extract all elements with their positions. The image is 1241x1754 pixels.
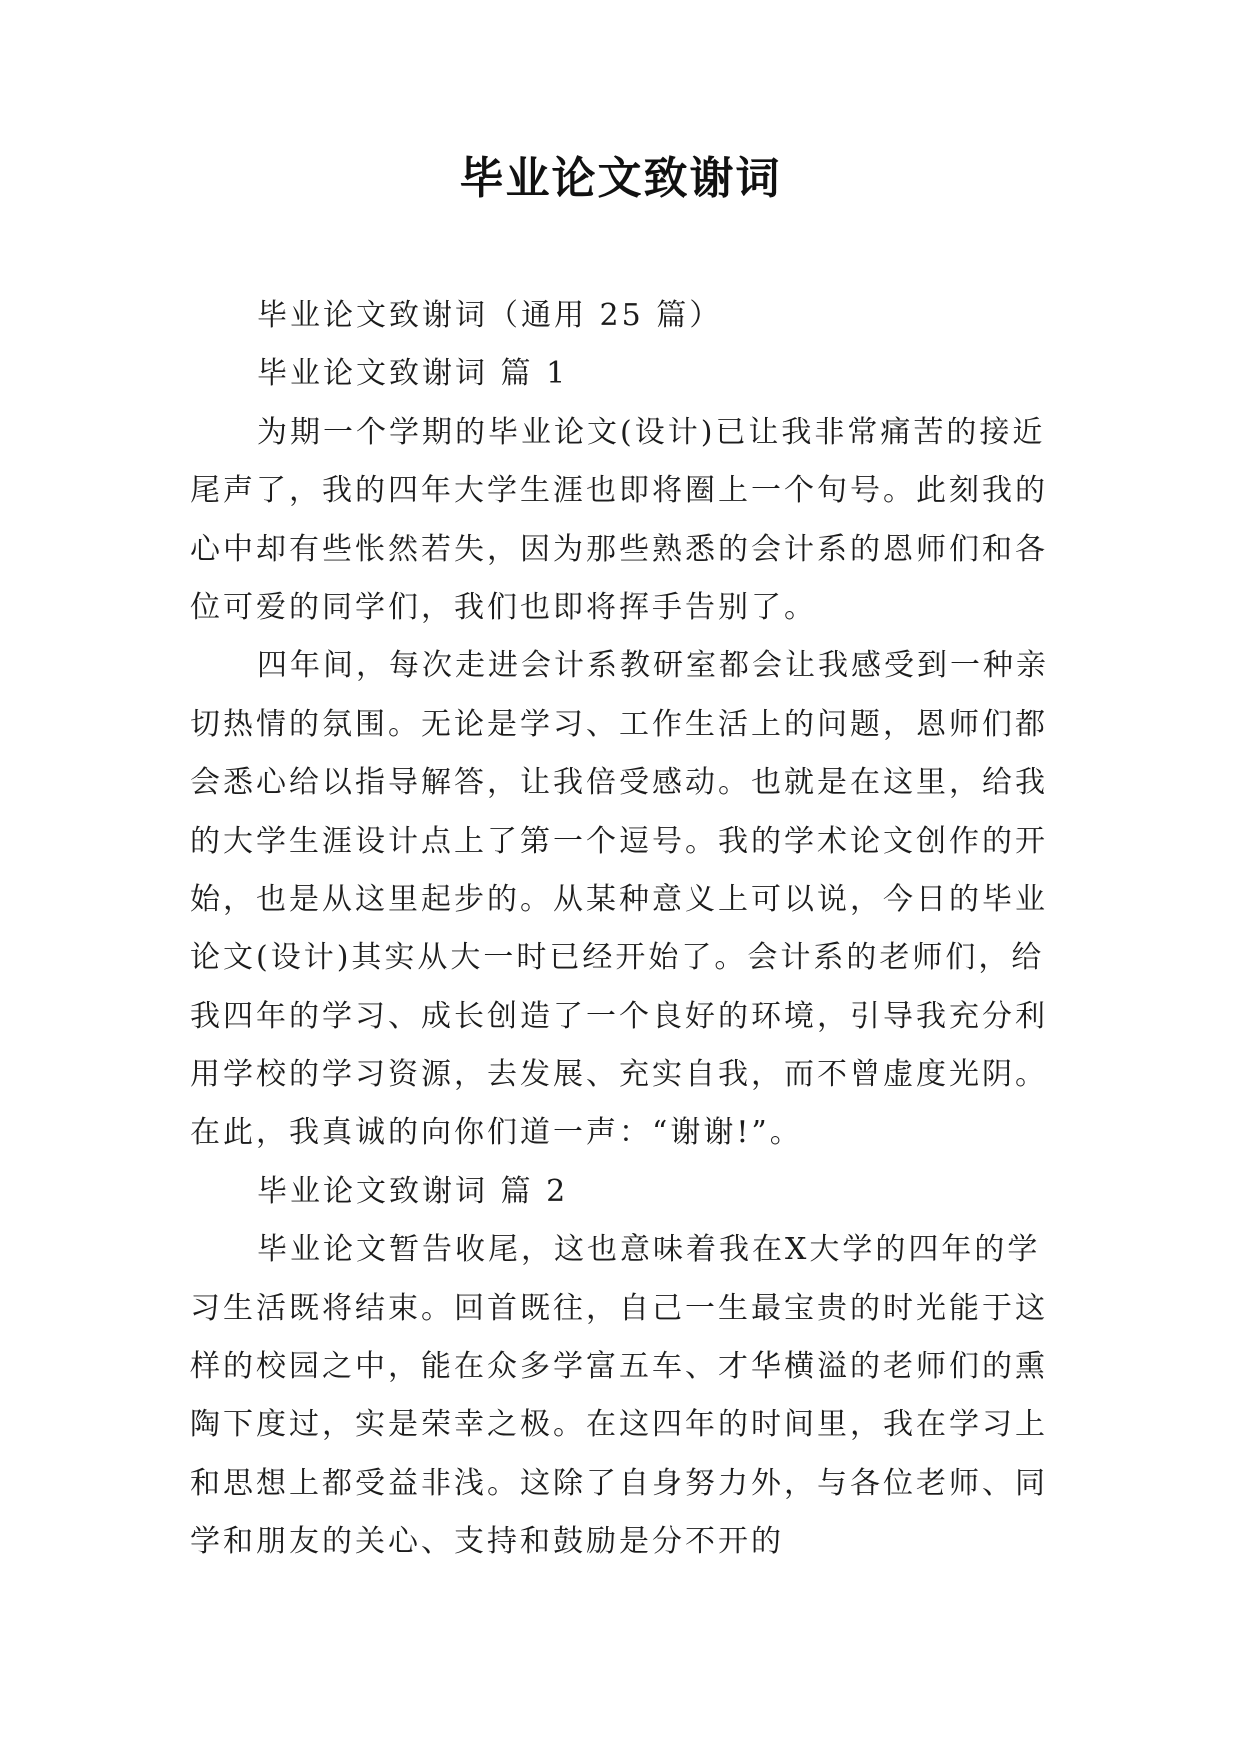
text-line: 学和朋友的关心、支持和鼓励是分不开的 xyxy=(190,1524,784,1560)
document-body xyxy=(190,287,1090,1572)
text-line: 的大学生涯设计点上了第一个逗号。我的学术论文创作的开 xyxy=(190,823,1048,859)
text-line: 为期一个学期的毕业论文(设计)已让我非常痛苦的接近 xyxy=(257,414,1046,450)
section-heading: 毕业论文致谢词 篇 1 xyxy=(257,356,569,392)
text-line: 和思想上都受益非浅。这除了自身努力外，与各位老师、同 xyxy=(190,1465,1048,1501)
paragraph xyxy=(190,637,1090,1163)
collection-heading: 毕业论文致谢词（通用 25 篇） xyxy=(257,298,723,333)
text-line: 用学校的学习资源，去发展、充实自我，而不曾虚度光阴。 xyxy=(190,1057,1048,1093)
text-line: 毕业论文暂告收尾，这也意味着我在X大学的四年的学 xyxy=(257,1232,1041,1268)
text-line: 在此，我真诚的向你们道一声：“谢谢!”。 xyxy=(190,1115,803,1151)
text-line: 论文(设计)其实从大一时已经开始了。会计系的老师们，给 xyxy=(190,940,1045,976)
text-line: 四年间，每次走进会计系教研室都会让我感受到一种亲 xyxy=(257,648,1049,684)
text-line: 切热情的氛围。无论是学习、工作生活上的问题，恩师们都 xyxy=(190,706,1048,742)
text-line: 心中却有些怅然若失，因为那些熟悉的会计系的恩师们和各 xyxy=(190,531,1048,567)
text-line: 始，也是从这里起步的。从某种意义上可以说，今日的毕业 xyxy=(190,881,1048,917)
document-title: 毕业论文致谢词 xyxy=(459,153,782,204)
paragraph xyxy=(190,1221,1090,1571)
text-line: 陶下度过，实是荣幸之极。在这四年的时间里，我在学习上 xyxy=(190,1407,1048,1443)
text-line: 样的校园之中，能在众多学富五车、才华横溢的老师们的熏 xyxy=(190,1349,1048,1385)
section-heading: 毕业论文致谢词 篇 2 xyxy=(257,1173,569,1209)
text-line: 位可爱的同学们，我们也即将挥手告别了。 xyxy=(190,589,817,625)
paragraph xyxy=(190,404,1090,638)
text-line: 会悉心给以指导解答，让我倍受感动。也就是在这里，给我 xyxy=(190,765,1048,801)
text-line: 习生活既将结束。回首既往，自己一生最宝贵的时光能于这 xyxy=(190,1290,1048,1326)
text-line: 尾声了，我的四年大学生涯也即将圈上一个句号。此刻我的 xyxy=(190,473,1048,509)
text-line: 我四年的学习、成长创造了一个良好的环境，引导我充分利 xyxy=(190,998,1048,1034)
